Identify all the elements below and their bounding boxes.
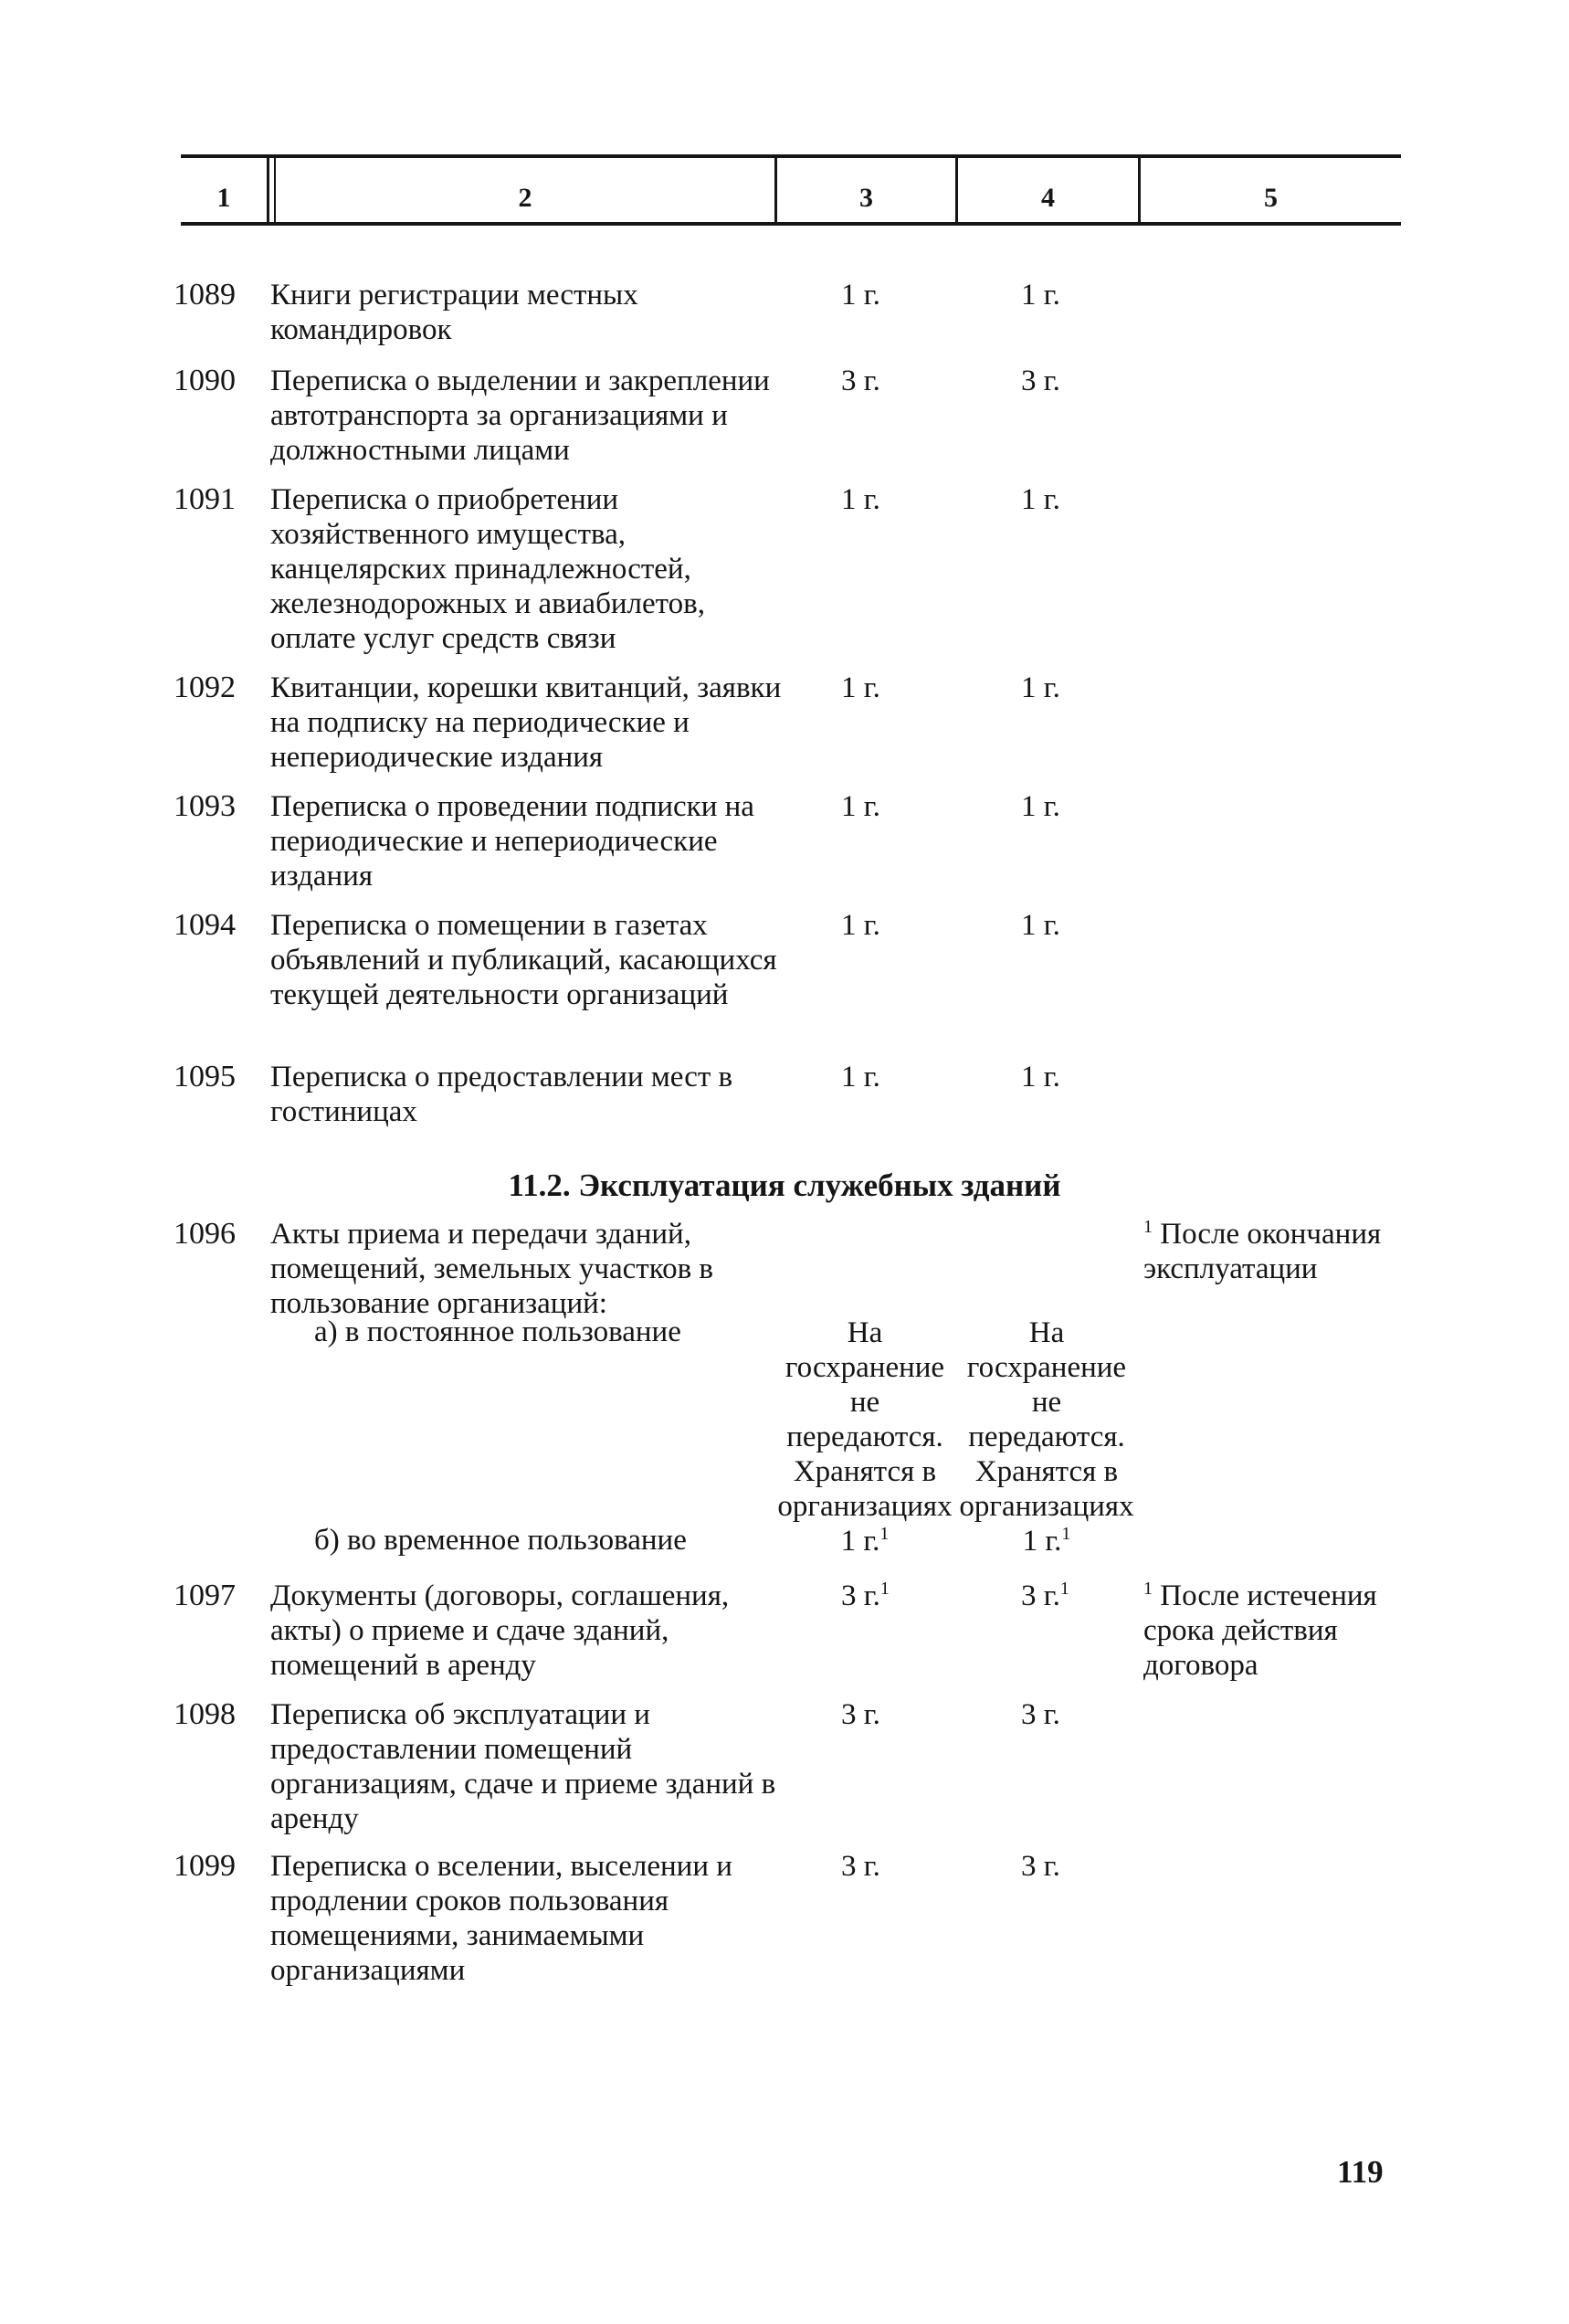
row-retention-col3: 3 г.: [841, 1698, 880, 1731]
row-number: 1095: [174, 1060, 236, 1093]
row-retention-col4: 1 г.: [1021, 1061, 1060, 1093]
row-note: [1143, 1579, 1408, 1683]
sub-item-b-label: б) во временное пользование: [314, 1524, 687, 1557]
row-retention-col4: 3 г.: [1021, 364, 1060, 397]
row-retention-col3: 3 г.: [841, 1850, 880, 1883]
row-description: Переписка об эксплуатации и предоставлении помещений организациям, сдаче и приеме зданий в аренду: [270, 1698, 776, 1835]
row-number: 1092: [174, 671, 236, 704]
row-retention-col3: 1 г.: [841, 909, 880, 942]
row-description: Книги регистрации местных командировок: [270, 279, 638, 346]
row-number: 1098: [174, 1697, 236, 1731]
row-retention-col3: 1 г.: [841, 279, 880, 312]
header-top-rule: [181, 154, 1401, 158]
footnote-mark: 1: [1143, 1217, 1153, 1237]
footnote-mark: 1: [1059, 1579, 1069, 1599]
sub-item-a-label: а) в постоянное пользование: [314, 1315, 681, 1348]
row-description: Переписка о выделении и закреплении автотранспорта за организациями и должностными лицами: [270, 364, 770, 467]
row-retention-col3: [841, 1579, 1022, 1613]
row-note-text: После окончания эксплуатации: [1143, 1218, 1382, 1285]
header-divider-1: [267, 156, 269, 224]
header-col-4: 4: [1041, 183, 1055, 213]
row-number: 1096: [174, 1217, 236, 1251]
row-retention-col4: 1 г.: [1021, 671, 1060, 704]
sub-item-b-col4: [955, 1524, 1138, 1558]
row-number: 1093: [174, 789, 236, 823]
row-retention-col4: 3 г.: [1021, 1698, 1060, 1731]
page-number: 119: [1337, 2154, 1384, 2190]
section-title: 11.2. Эксплуатация служебных зданий: [508, 1167, 1061, 1203]
header-col-5: 5: [1264, 183, 1278, 213]
header-col-2: 2: [518, 183, 532, 213]
row-number: 1099: [174, 1849, 236, 1883]
retention-value: 3 г.: [841, 1579, 880, 1612]
header-col-1: 1: [216, 183, 231, 213]
header-bottom-rule: [181, 222, 1401, 226]
row-number: 1097: [174, 1579, 236, 1612]
footnote-mark: 1: [1061, 1524, 1071, 1544]
row-retention-col4: 1 г.: [1021, 483, 1060, 516]
row-retention-col4: 1 г.: [1021, 790, 1060, 823]
row-number: 1091: [174, 482, 236, 516]
row-description: Акты приема и передачи зданий, помещений, земельных участков в пользование организаций:: [270, 1218, 713, 1320]
retention-value: 1 г.: [840, 1525, 880, 1558]
row-retention-col4: 3 г.: [1021, 1850, 1060, 1883]
header-col-3: 3: [859, 183, 873, 213]
row-retention-col4: 1 г.: [1021, 909, 1060, 942]
footnote-mark: 1: [879, 1524, 890, 1544]
row-retention-col3: 1 г.: [841, 671, 880, 704]
row-description: Документы (договоры, соглашения, акты) о приеме и сдаче зданий, помещений в аренду: [270, 1579, 730, 1682]
row-retention-col4: 1 г.: [1021, 279, 1060, 312]
row-description: Переписка о вселении, выселении и продлении сроков пользования помещениями, занимаемыми организациями: [270, 1850, 732, 1987]
row-number: 1089: [174, 278, 236, 312]
row-retention-col3: 1 г.: [841, 790, 880, 823]
sub-item-b-col3: [774, 1524, 955, 1558]
row-description: Переписка о проведении подписки на периодические и непериодические издания: [270, 790, 754, 893]
row-retention-col3: 3 г.: [841, 364, 880, 397]
row-description: Переписка о предоставлении мест в гостиницах: [270, 1061, 733, 1128]
row-description: Переписка о помещении в газетах объявлений и публикаций, касающихся текущей деятельности организаций: [270, 909, 777, 1011]
row-note-text: После истечения срока действия договора: [1143, 1579, 1377, 1682]
sub-item-a-col3: На госхранение не передаются. Хранятся в организациях: [777, 1316, 953, 1523]
row-description: Квитанции, корешки квитанций, заявки на подписку на периодические и непериодические издания: [270, 671, 782, 774]
retention-value: 1 г.: [1022, 1525, 1062, 1558]
footnote-mark: 1: [879, 1579, 890, 1599]
row-retention-col3: 1 г.: [841, 483, 880, 516]
row-retention-col3: 1 г.: [841, 1061, 880, 1093]
row-note: [1143, 1217, 1408, 1286]
footnote-mark: 1: [1143, 1579, 1153, 1599]
sub-item-a-col4: На госхранение не передаются. Хранятся в организациях: [959, 1316, 1134, 1523]
row-description: Переписка о приобретении хозяйственного имущества, канцелярских принадлежностей, железнодорожных и авиабилетов, оплате услуг средств связи: [270, 483, 705, 655]
row-number: 1090: [174, 364, 236, 397]
retention-value: 3 г.: [1021, 1579, 1060, 1612]
row-number: 1094: [174, 908, 236, 942]
